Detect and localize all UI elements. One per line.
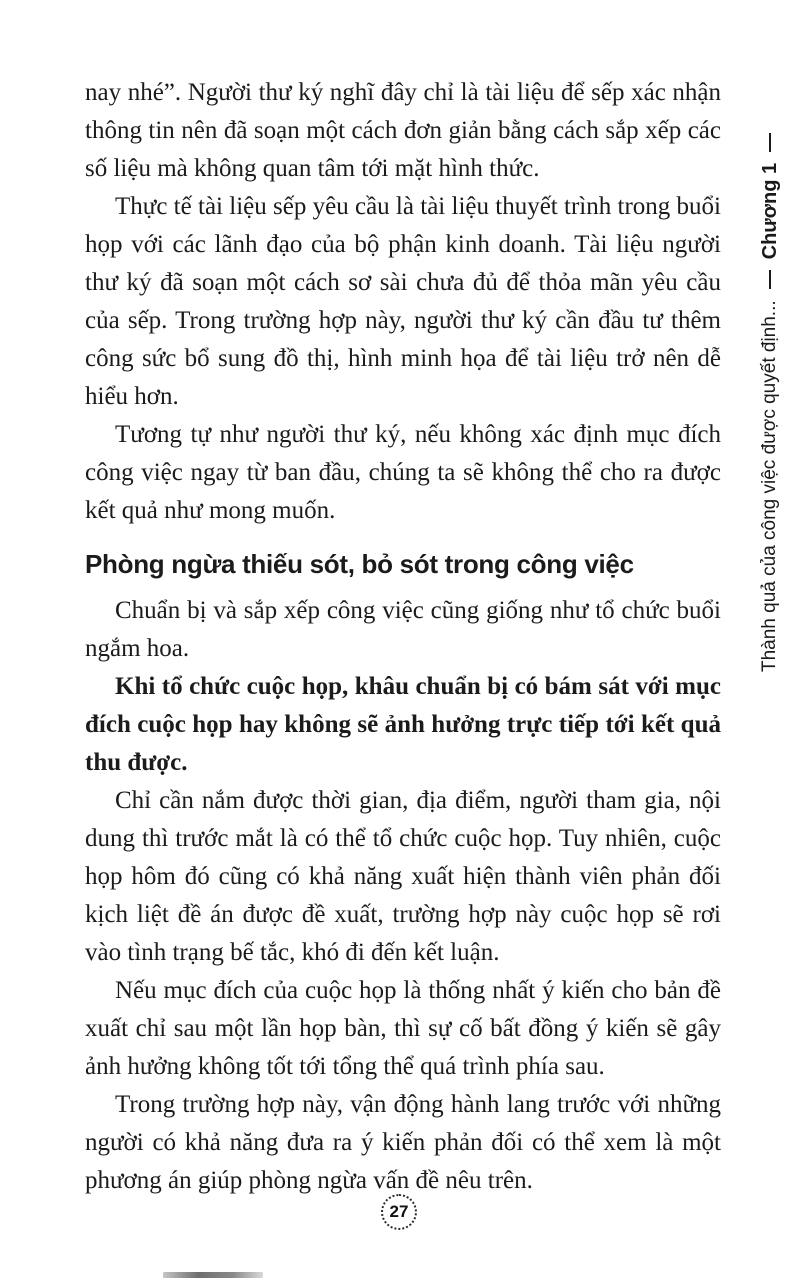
page-number-badge <box>381 1194 417 1230</box>
chapter-label: Chương 1 <box>758 162 781 260</box>
page-number-value: 27 <box>389 1202 409 1221</box>
body-paragraph: Tương tự như người thư ký, nếu không xác định mục đích công việc ngay từ ban đầu, chúng ta sẽ không thể cho ra được kết quả như mong muốn. <box>85 421 721 524</box>
separator-rule <box>769 270 771 289</box>
body-paragraph: Trong trường hợp này, vận động hành lang trước với những người có khả năng đưa ra ý kiến phản đối có thể xem là một phương án giúp phòng ngừa vấn đề nêu trên. <box>85 1091 721 1194</box>
text-column <box>85 74 721 1200</box>
section-heading: Phòng ngừa thiếu sót, bỏ sót trong công việc <box>85 549 634 579</box>
footer-decoration-bar <box>163 1272 263 1278</box>
body-paragraph: Thực tế tài liệu sếp yêu cầu là tài liệu thuyết trình trong buổi họp với các lãnh đạo của bộ phận kinh doanh. Tài liệu người thư ký đã soạn một cách sơ sài chưa đủ để thỏa mãn yêu cầu của sếp. Trong trường hợp này, người thư ký cần đầu tư thêm công sức bổ sung đồ thị, hình minh họa để tài liệu trở nên dễ hiểu hơn. <box>85 193 721 410</box>
running-title: Thành quả của công việc được quyết định... <box>759 300 780 672</box>
body-paragraph: Chuẩn bị và sắp xếp công việc cũng giống như tổ chức buổi ngắm hoa. <box>85 597 721 662</box>
sidebar-running-head <box>748 148 792 672</box>
separator-rule <box>769 133 771 152</box>
body-paragraph: Khi tổ chức cuộc họp, khâu chuẩn bị có bám sát với mục đích cuộc họp hay không sẽ ảnh hưởng trực tiếp tới kết quả thu được. <box>85 673 721 776</box>
body-paragraph: Nếu mục đích của cuộc họp là thống nhất ý kiến cho bản đề xuất chỉ sau một lần họp bàn, thì sự cố bất đồng ý kiến sẽ gây ảnh hưởng không tốt tới tổng thể quá trình phía sau. <box>85 977 721 1080</box>
body-paragraph: nay nhé”. Người thư ký nghĩ đây chỉ là tài liệu để sếp xác nhận thông tin nên đã soạn một cách đơn giản bằng cách sắp xếp các số liệu mà không quan tâm tới mặt hình thức. <box>85 79 721 182</box>
body-paragraph: Chỉ cần nắm được thời gian, địa điểm, người tham gia, nội dung thì trước mắt là có thể tổ chức cuộc họp. Tuy nhiên, cuộc họp hôm đó cũng có khả năng xuất hiện thành viên phản đối kịch liệt đề án được đề xuất, trường hợp này cuộc họp sẽ rơi vào tình trạng bế tắc, khó đi đến kết luận. <box>85 787 721 966</box>
